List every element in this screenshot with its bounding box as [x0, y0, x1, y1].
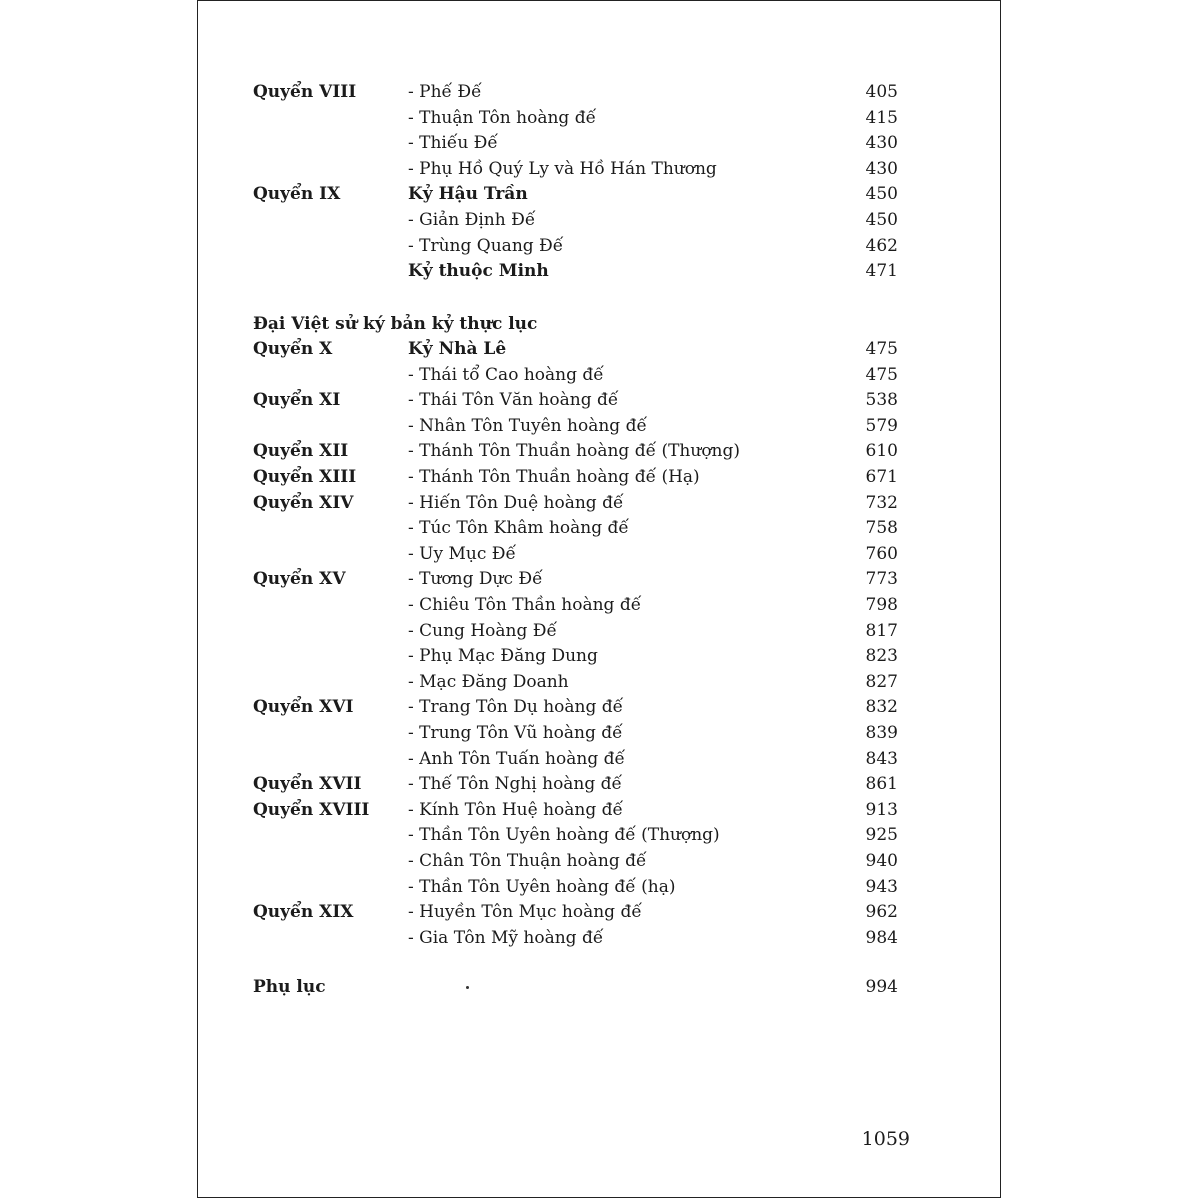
entry-title: - Mạc Đăng Doanh	[408, 671, 569, 692]
entry-title: - Chân Tôn Thuận hoàng đế	[408, 851, 647, 871]
entry-page: 760	[865, 543, 898, 564]
entry-title: - Huyền Tôn Mục hoàng đế	[408, 902, 642, 923]
toc-row	[198, 79, 998, 105]
toc-row	[198, 566, 998, 592]
entry-title: - Gia Tôn Mỹ hoàng đế	[408, 927, 604, 948]
volume-label: Quyển XIV	[253, 492, 354, 513]
entry-title: - Thánh Tôn Thuần hoàng đế (Hạ)	[408, 467, 700, 487]
entry-page: 405	[865, 82, 898, 102]
volume-label: Quyển VIII	[253, 82, 357, 102]
toc-row	[198, 899, 998, 925]
volume-label: Quyển XVII	[253, 774, 362, 795]
volume-label: Quyển XV	[253, 569, 346, 590]
toc-row	[198, 233, 998, 259]
toc-row	[198, 925, 998, 951]
entry-title: - Uy Mục Đế	[408, 543, 516, 564]
entry-page: 984	[865, 927, 898, 948]
toc-row	[198, 105, 998, 131]
page-number: 1059	[861, 1128, 910, 1150]
entry-page: 962	[865, 902, 898, 923]
appendix-page: 994	[865, 977, 898, 997]
volume-label: Quyển XVIII	[253, 799, 370, 820]
toc-row	[198, 771, 998, 797]
entry-page: 430	[865, 158, 898, 179]
toc-row	[198, 207, 998, 233]
entry-title: - Trung Tôn Vũ hoàng đế	[408, 723, 623, 743]
entry-title: Kỷ thuộc Minh	[408, 261, 549, 282]
volume-label: Quyển IX	[253, 184, 341, 205]
entry-page: 861	[865, 774, 898, 795]
entry-title: - Thánh Tôn Thuần hoàng đế (Thượng)	[408, 441, 741, 462]
toc-row	[198, 797, 998, 823]
entry-page: 843	[865, 748, 898, 769]
entry-title: - Trang Tôn Dụ hoàng đế	[408, 697, 624, 718]
entry-title: - Hiến Tôn Duệ hoàng đế	[408, 492, 624, 513]
toc-row	[198, 258, 998, 284]
entry-page: 925	[865, 825, 898, 846]
toc-row	[198, 541, 998, 567]
print-speck	[466, 986, 469, 989]
entry-page: 940	[865, 851, 898, 871]
volume-label: Quyển XVI	[253, 697, 354, 718]
toc-row	[198, 694, 998, 720]
entry-page: 538	[865, 390, 898, 411]
toc-row	[198, 438, 998, 464]
toc-row	[198, 464, 998, 490]
entry-title: Kỷ Nhà Lê	[408, 339, 507, 359]
toc-row	[198, 643, 998, 669]
toc-row	[198, 413, 998, 439]
toc-row	[198, 822, 998, 848]
entry-page: 462	[865, 235, 898, 256]
toc-row	[198, 618, 998, 644]
entry-page: 817	[865, 620, 898, 641]
entry-title: - Giản Định Đế	[408, 210, 536, 230]
entry-page: 475	[865, 364, 898, 385]
entry-page: 415	[865, 107, 898, 128]
toc-row	[198, 848, 998, 874]
entry-page: 839	[865, 723, 898, 743]
toc-row	[198, 515, 998, 541]
toc-row	[198, 336, 998, 362]
entry-page: 430	[865, 133, 898, 154]
entry-page: 671	[865, 467, 898, 487]
entry-title: - Phụ Hồ Quý Ly và Hồ Hán Thương	[408, 158, 717, 179]
toc-row	[198, 387, 998, 413]
entry-title: - Kính Tôn Huệ hoàng đế	[408, 799, 623, 820]
entry-title: - Thuận Tôn hoàng đế	[408, 107, 597, 128]
volume-label: Quyển XI	[253, 390, 341, 411]
entry-page: 450	[865, 210, 898, 230]
entry-title: - Cung Hoàng Đế	[408, 620, 557, 641]
entry-page: 758	[865, 518, 898, 539]
toc-row	[198, 746, 998, 772]
entry-page: 913	[865, 799, 898, 820]
entry-page: 943	[865, 876, 898, 897]
entry-title: - Tương Dực Đế	[408, 569, 543, 590]
entry-page: 832	[865, 697, 898, 718]
entry-title: - Thần Tôn Uyên hoàng đế (hạ)	[408, 876, 676, 897]
entry-page: 471	[865, 261, 898, 282]
volume-label: Quyển XIII	[253, 467, 357, 487]
toc-row	[198, 720, 998, 746]
volume-label: Quyển X	[253, 339, 333, 359]
entry-title: - Thiếu Đế	[408, 133, 498, 154]
toc-row	[198, 592, 998, 618]
entry-page: 732	[865, 492, 898, 513]
entry-page: 798	[865, 595, 898, 615]
toc-row	[198, 130, 998, 156]
toc-row	[198, 490, 998, 516]
entry-title: - Trùng Quang Đế	[408, 235, 564, 256]
toc-row	[198, 362, 998, 388]
entry-page: 823	[865, 646, 898, 667]
volume-label: Quyển XIX	[253, 902, 354, 923]
entry-title: - Thái tổ Cao hoàng đế	[408, 364, 604, 385]
entry-title: - Chiêu Tôn Thần hoàng đế	[408, 595, 642, 615]
toc-row	[198, 669, 998, 695]
entry-title: - Thái Tôn Văn hoàng đế	[408, 390, 619, 411]
entry-title: - Túc Tôn Khâm hoàng đế	[408, 518, 629, 539]
entry-page: 450	[865, 184, 898, 205]
entry-page: 610	[865, 441, 898, 462]
entry-title: Kỷ Hậu Trần	[408, 184, 528, 205]
entry-title: - Phụ Mạc Đăng Dung	[408, 646, 598, 667]
entry-title: - Thần Tôn Uyên hoàng đế (Thượng)	[408, 825, 720, 846]
entry-page: 579	[865, 415, 898, 436]
entry-title: - Nhân Tôn Tuyên hoàng đế	[408, 415, 647, 436]
entry-page: 475	[865, 339, 898, 359]
toc-row	[198, 156, 998, 182]
entry-title: - Anh Tôn Tuấn hoàng đế	[408, 748, 625, 769]
toc-row	[198, 874, 998, 900]
entry-title: - Thế Tôn Nghị hoàng đế	[408, 774, 623, 795]
appendix-row	[198, 974, 998, 1000]
section-heading: Đại Việt sử ký bản kỷ thực lục	[253, 314, 538, 334]
appendix-label: Phụ lục	[253, 977, 326, 997]
entry-page: 827	[865, 671, 898, 692]
volume-label: Quyển XII	[253, 441, 349, 462]
entry-page: 773	[865, 569, 898, 590]
book-page	[197, 0, 1001, 1198]
toc-row	[198, 181, 998, 207]
entry-title: - Phế Đế	[408, 82, 482, 102]
